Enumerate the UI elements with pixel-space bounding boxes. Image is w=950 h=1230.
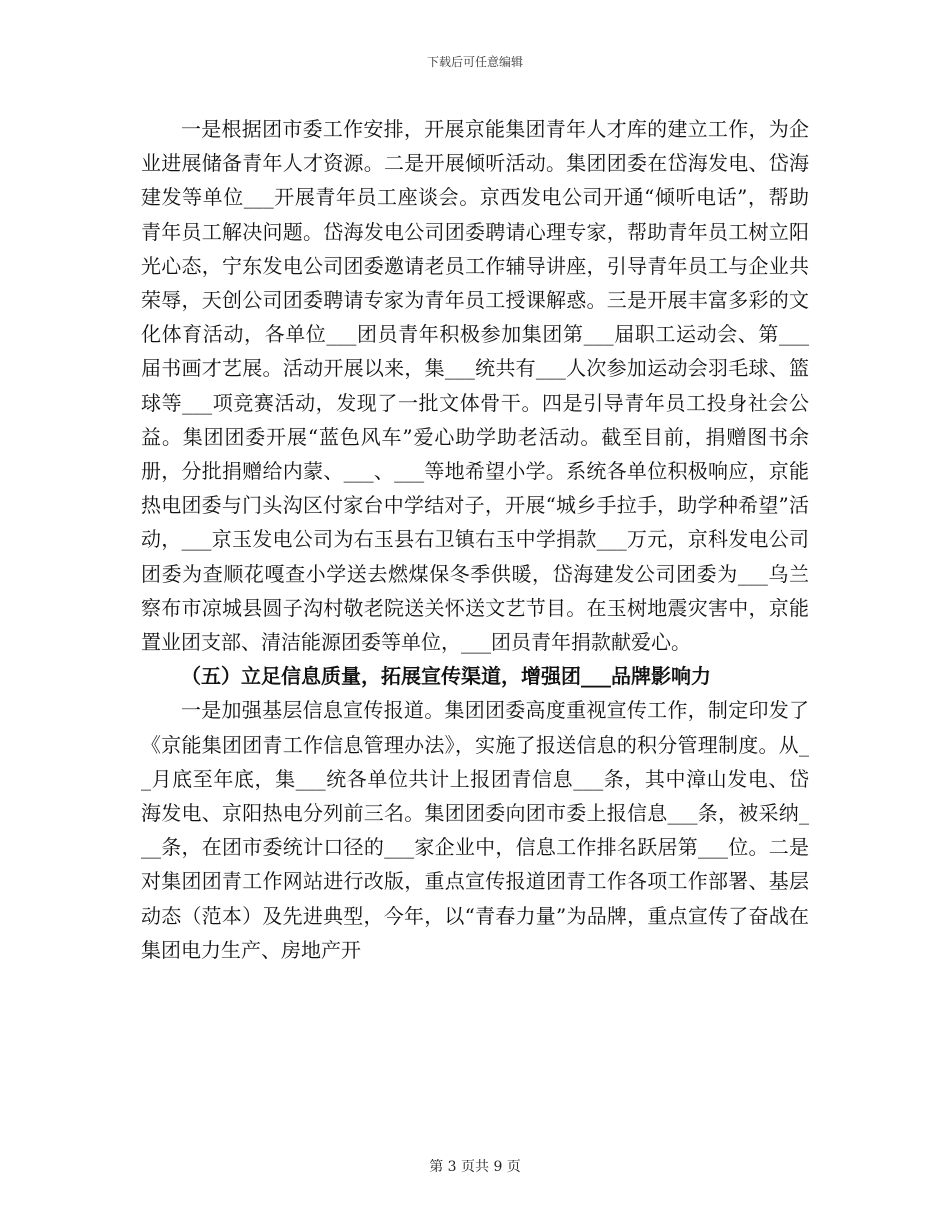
document-body [141,112,809,967]
page-number: 第 3 页共 9 页 [429,1159,521,1175]
body-paragraph: 一是加强基层信息宣传报道。集团团委高度重视宣传工作，制定印发了《京能集团团青工作信息管理办法》，实施了报送信息的积分管理制度。从__月底至年底，集___统各单位共计上报团青信息___条，其中漳山发电、岱海发电、京阳热电分列前三名。集团团委向团市委上报信息___条，被采纳___条，在团市委统计口径的___家企业中，信息工作排名跃居第___位。二是对集团团青工作网站进行改版，重点宣传报道团青工作各项工作部署、基层动态（范本）及先进典型，今年，以“青春力量”为品牌，重点宣传了奋战在集团电力生产、房地产开 [141,698,809,962]
section-heading: （五）立足信息质量，拓展宣传渠道，增强团___品牌影响力 [181,664,711,689]
page-header-note: 下载后可任意编辑 [426,55,523,69]
body-paragraph: 一是根据团市委工作安排，开展京能集团青年人才库的建立工作，为企业进展储备青年人才资源。二是开展倾听活动。集团团委在岱海发电、岱海建发等单位___开展青年员工座谈会。京西发电公司开通“倾听电话”，帮助青年员工解决问题。岱海发电公司团委聘请心理专家，帮助青年员工树立阳光心态，宁东发电公司团委邀请老员工作辅导讲座，引导青年员工与企业共荣辱，天创公司团委聘请专家为青年员工授课解惑。三是开展丰富多彩的文化体育活动，各单位___团员青年积极参加集团第___届职工运动会、第___届书画才艺展。活动开展以来，集___统共有___人次参加运动会羽毛球、篮球等___项竞赛活动，发现了一批文体骨干。四是引导青年员工投身社会公益。集团团委开展“蓝色风车”爱心助学助老活动。截至目前，捐赠图书余册，分批捐赠给内蒙、___、___等地希望小学。系统各单位积极响应，京能热电团委与门头沟区付家台中学结对子，开展“城乡手拉手，助学种希望”活动，___京玉发电公司为右玉县右卫镇右玉中学捐款___万元，京科发电公司团委为查顺花嘎查小学送去燃煤保冬季供暖，岱海建发公司团委为___乌兰察布市凉城县圆子沟村敬老院送关怀送文艺节目。在玉树地震灾害中，京能置业团支部、清洁能源团委等单位，___团员青年捐款献爱心。 [141,117,809,655]
